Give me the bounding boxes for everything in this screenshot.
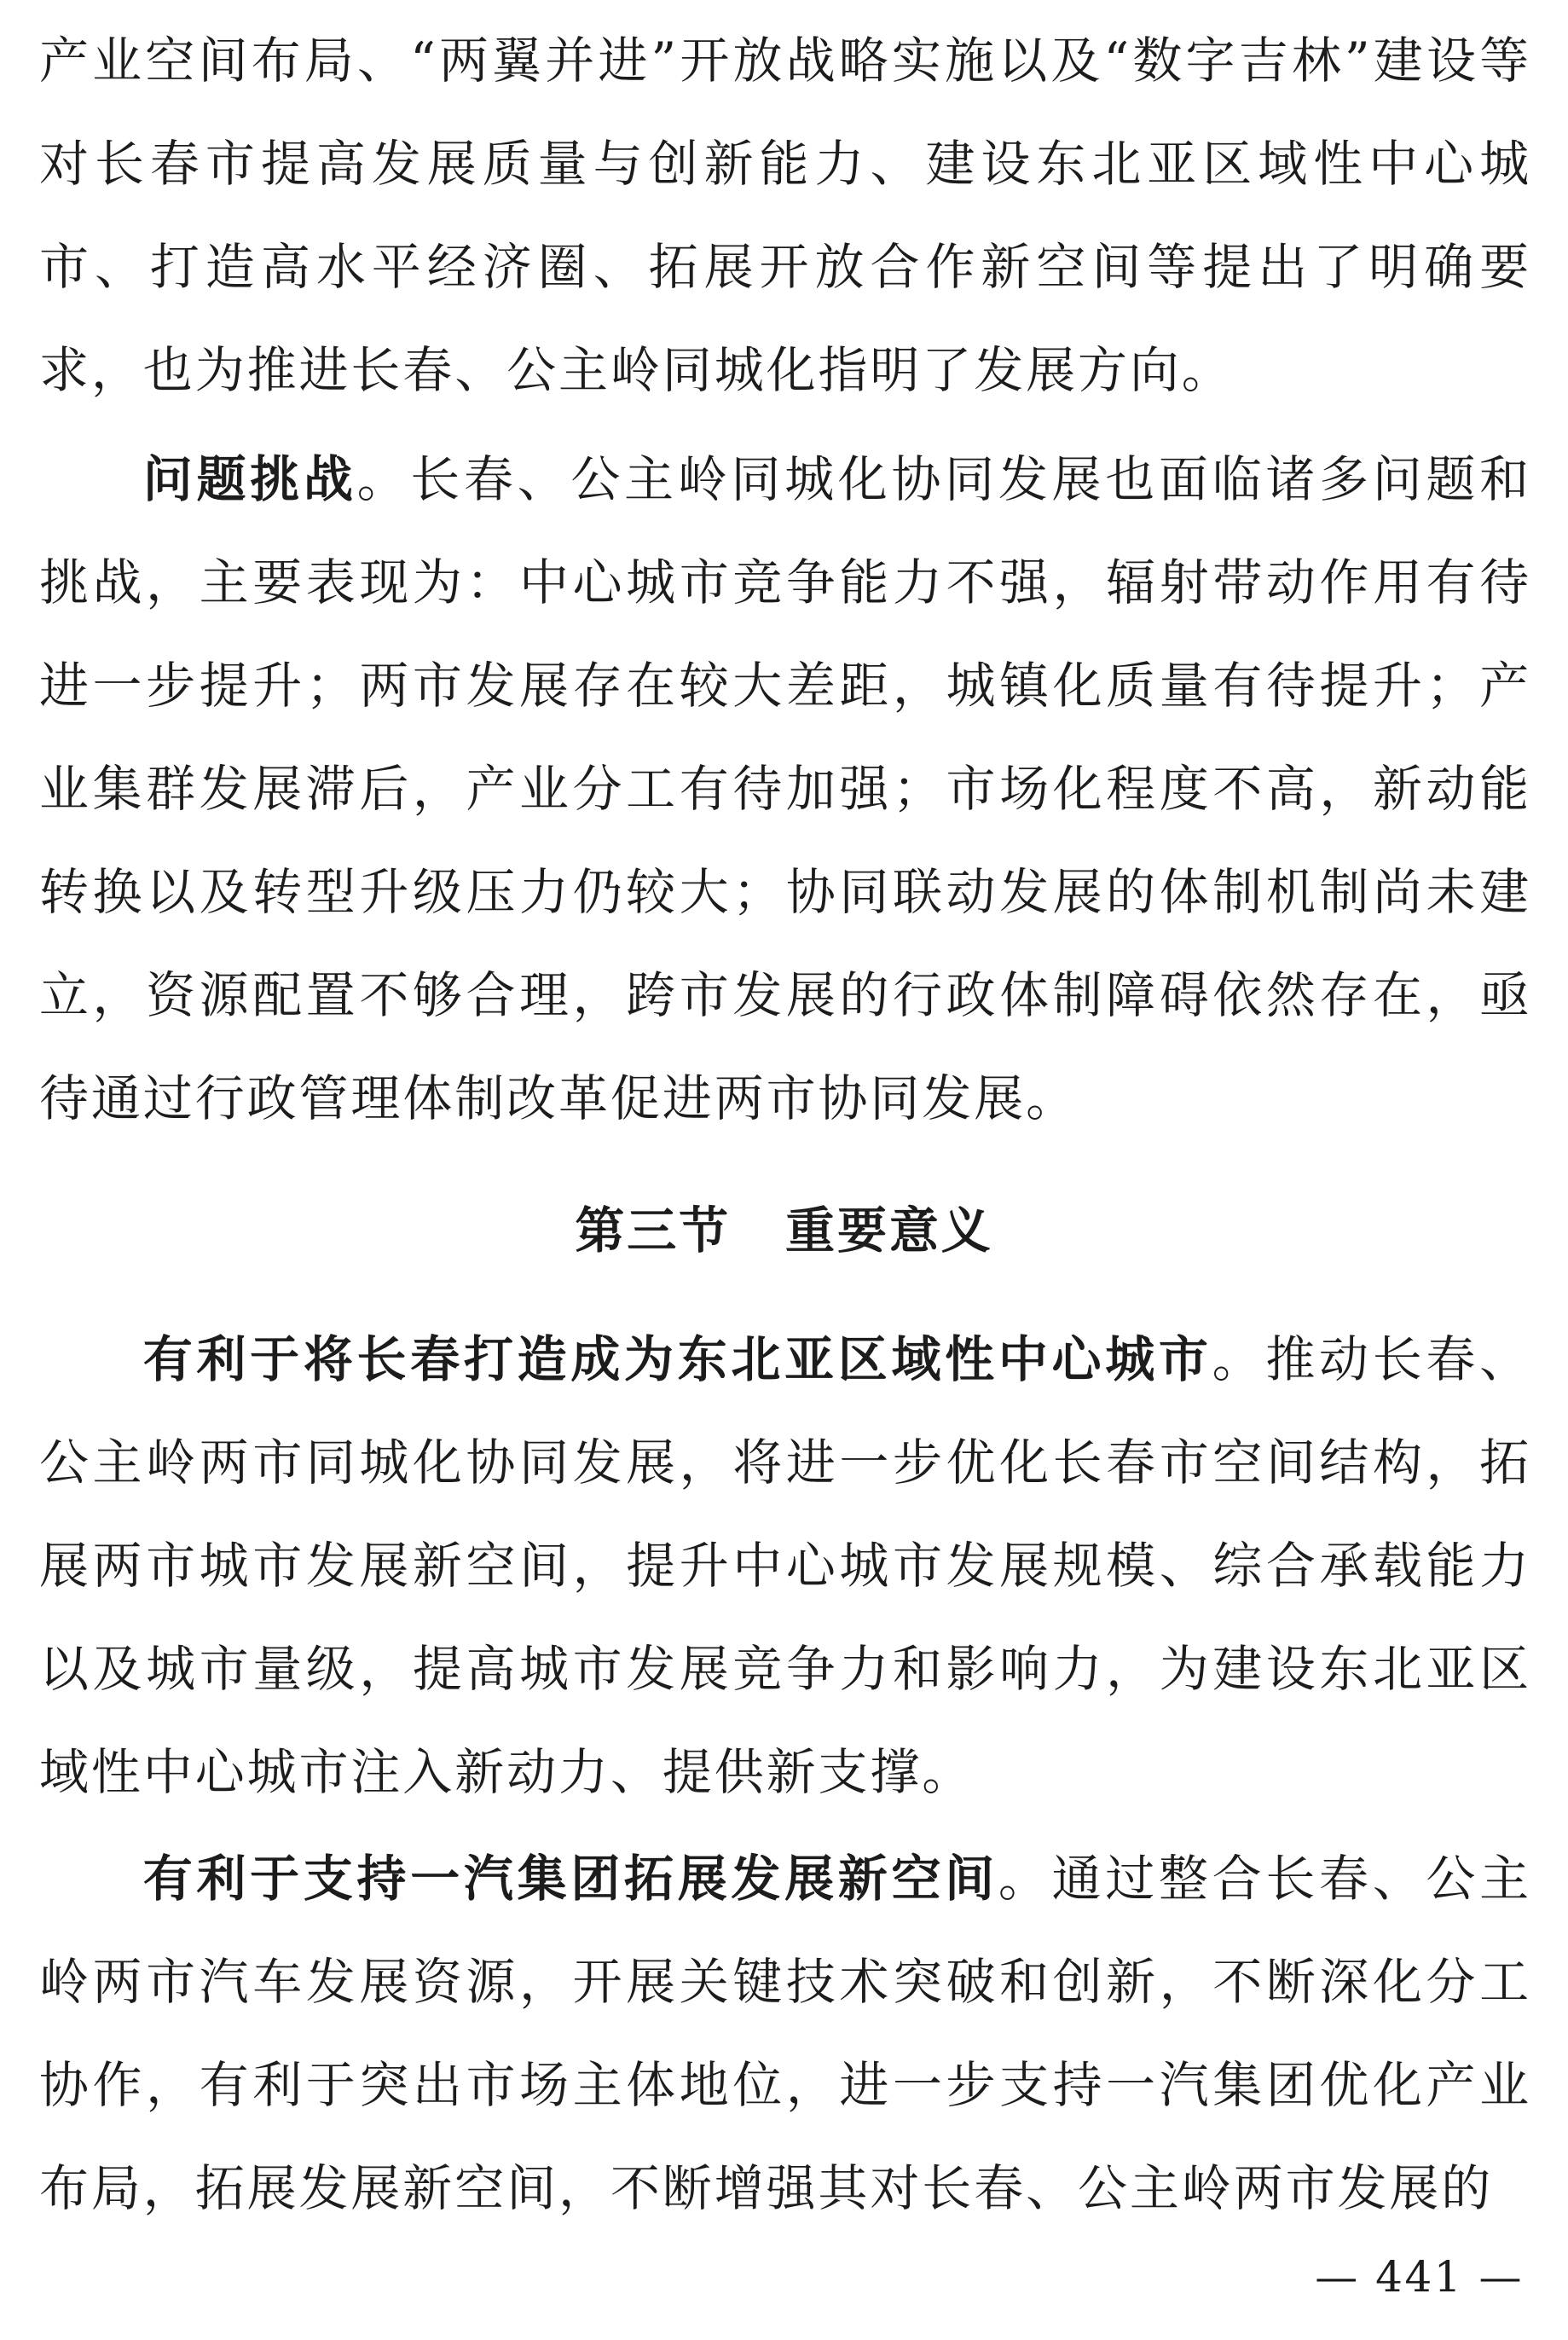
- paragraph-lead: 有利于支持一汽集团拓展发展新空间: [142, 1850, 998, 1908]
- paragraph-text: 。推动长春、公主岭两市同城化协同发展，将进一步优化长春市空间结构，拓展两市城市发展新空间，提升中心城市发展规模、综合承载能力以及城市量级，提高城市发展竞争力和影响力，为建设东北亚区域性中心城市注入新动力、提供新支撑。: [39, 1330, 1531, 1801]
- section-heading: [0, 1179, 1568, 1283]
- paragraph-text: 产业空间布局、“两翼并进”开放战略实施以及“数字吉林”建设等对长春市提高发展质量与创新能力、建设东北亚区域性中心城市、打造高水平经济圈、拓展开放合作新空间等提出了明确要求，也为推进长春、公主岭同城化指明了发展方向。: [39, 32, 1531, 399]
- section-title: 重要意义: [785, 1202, 993, 1260]
- paragraph-faw-group: [39, 1827, 1531, 2240]
- paragraph-challenges: [39, 428, 1531, 1150]
- section-number: 第三节: [575, 1202, 732, 1260]
- paragraph-text: 。通过整合长春、公主岭两市汽车发展资源，开展关键技术突破和创新，不断深化分工协作，有利于突出市场主体地位，进一步支持一汽集团优化产业布局，拓展发展新空间，不断增强其对长春、公主岭两市发展的: [39, 1850, 1531, 2217]
- paragraph-regional-center: [39, 1308, 1531, 1824]
- paragraph-text: 。长春、公主岭同城化协同发展也面临诸多问题和挑战，主要表现为：中心城市竞争能力不强，辐射带动作用有待进一步提升；两市发展存在较大差距，城镇化质量有待提升；产业集群发展滞后，产业分工有待加强；市场化程度不高，新动能转换以及转型升级压力仍较大；协同联动发展的体制机制尚未建立，资源配置不够合理，跨市发展的行政体制障碍依然存在，亟待通过行政管理体制改革促进两市协同发展。: [39, 450, 1531, 1127]
- paragraph-lead: 问题挑战: [142, 450, 357, 508]
- paragraph-lead: 有利于将长春打造成为东北亚区域性中心城市: [142, 1330, 1212, 1388]
- paragraph-continuation: [39, 9, 1531, 422]
- page-number: — 441 —: [1315, 2252, 1524, 2302]
